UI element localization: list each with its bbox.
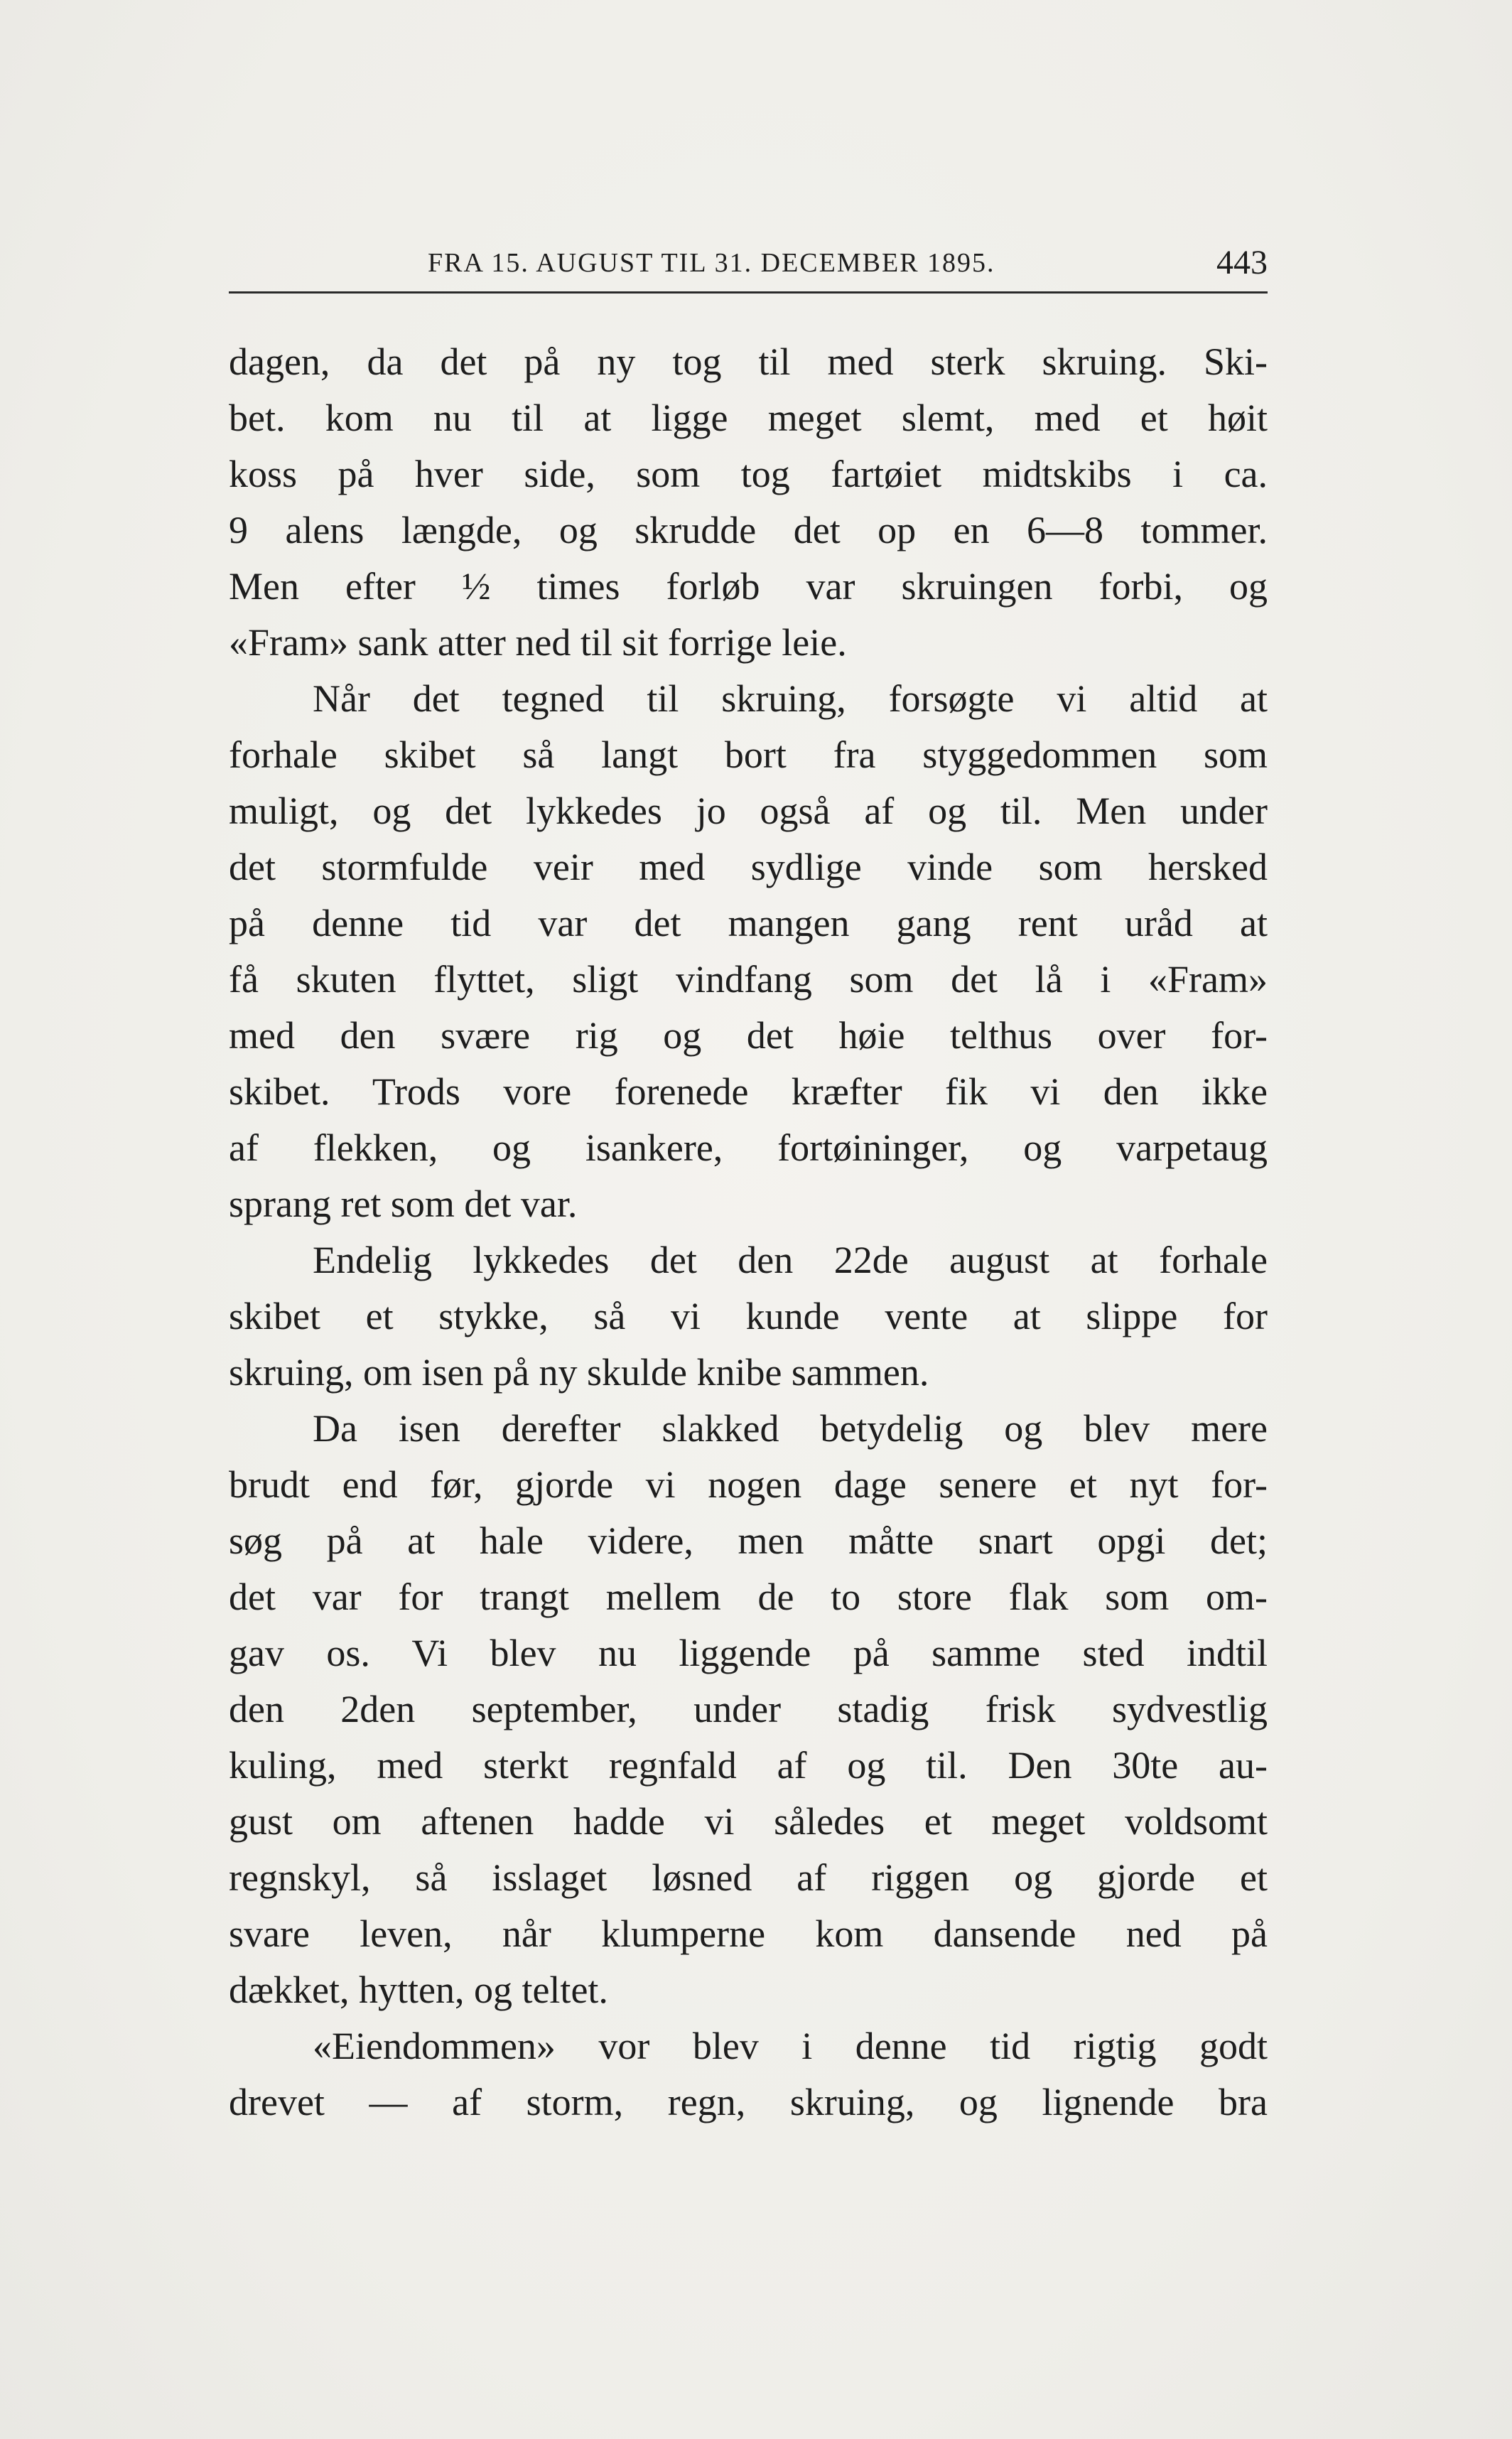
body-text [229,334,1268,2131]
text-line: 9 alens længde, og skrudde det op en 6—8 tommer. [229,509,1268,551]
page-number: 443 [1216,244,1268,281]
text-line: dagen, da det på ny tog til med sterk skruing. Ski- [229,340,1268,383]
text-line: det stormfulde veir med sydlige vinde som hersked [229,846,1268,888]
text-line: koss på hver side, som tog fartøiet midtskibs i ca. [229,453,1268,495]
text-line: få skuten flyttet, sligt vindfang som det lå i «Fram» [229,958,1268,1001]
text-line: forhale skibet så langt bort fra styggedommen som [229,733,1268,776]
text-line: med den svære rig og det høie telthus over for- [229,1014,1268,1057]
text-line: den 2den september, under stadig frisk sydvestlig [229,1688,1268,1730]
text-line: drevet — af storm, regn, skruing, og lignende bra [229,2081,1268,2123]
text-line: skruing, om isen på ny skulde knibe sammen. [229,1351,929,1394]
text-line: det var for trangt mellem de to store flak som om- [229,1576,1268,1618]
text-line: Men efter ½ times forløb var skruingen forbi, og [229,565,1268,608]
text-line: Da isen derefter slakked betydelig og blev mere [313,1407,1268,1450]
text-line: søg på at hale videre, men måtte snart opgi det; [229,1519,1268,1562]
text-line: skibet et stykke, så vi kunde vente at slippe for [229,1295,1268,1337]
text-line: gust om aftenen hadde vi således et meget voldsomt [229,1800,1268,1843]
text-line: af flekken, og isankere, fortøininger, og varpetaug [229,1126,1268,1169]
text-line: gav os. Vi blev nu liggende på samme sted indtil [229,1632,1268,1674]
text-line: sprang ret som det var. [229,1183,578,1225]
text-line: skibet. Trods vore forenede kræfter fik vi den ikke [229,1070,1268,1113]
text-line: dækket, hytten, og teltet. [229,1969,608,2011]
text-line: svare leven, når klumperne kom dansende ned på [229,1912,1268,1955]
text-line: brudt end før, gjorde vi nogen dage senere et nyt for- [229,1463,1268,1506]
running-head: FRA 15. AUGUST TIL 31. DECEMBER 1895. [428,248,995,278]
text-line: kuling, med sterkt regnfald af og til. Den 30te au- [229,1744,1268,1787]
text-line: på denne tid var det mangen gang rent uråd at [229,902,1268,944]
text-line: muligt, og det lykkedes jo også af og til. Men under [229,790,1268,832]
text-line: «Eiendommen» vor blev i denne tid rigtig godt [313,2025,1268,2067]
text-line: «Fram» sank atter ned til sit forrige leie. [229,621,847,664]
text-line: regnskyl, så isslaget løsned af riggen og gjorde et [229,1856,1268,1899]
text-line: bet. kom nu til at ligge meget slemt, med et høit [229,397,1268,439]
text-line: Endelig lykkedes det den 22de august at forhale [313,1239,1268,1281]
text-line: Når det tegned til skruing, forsøgte vi altid at [313,677,1268,720]
page-header [229,235,1268,294]
